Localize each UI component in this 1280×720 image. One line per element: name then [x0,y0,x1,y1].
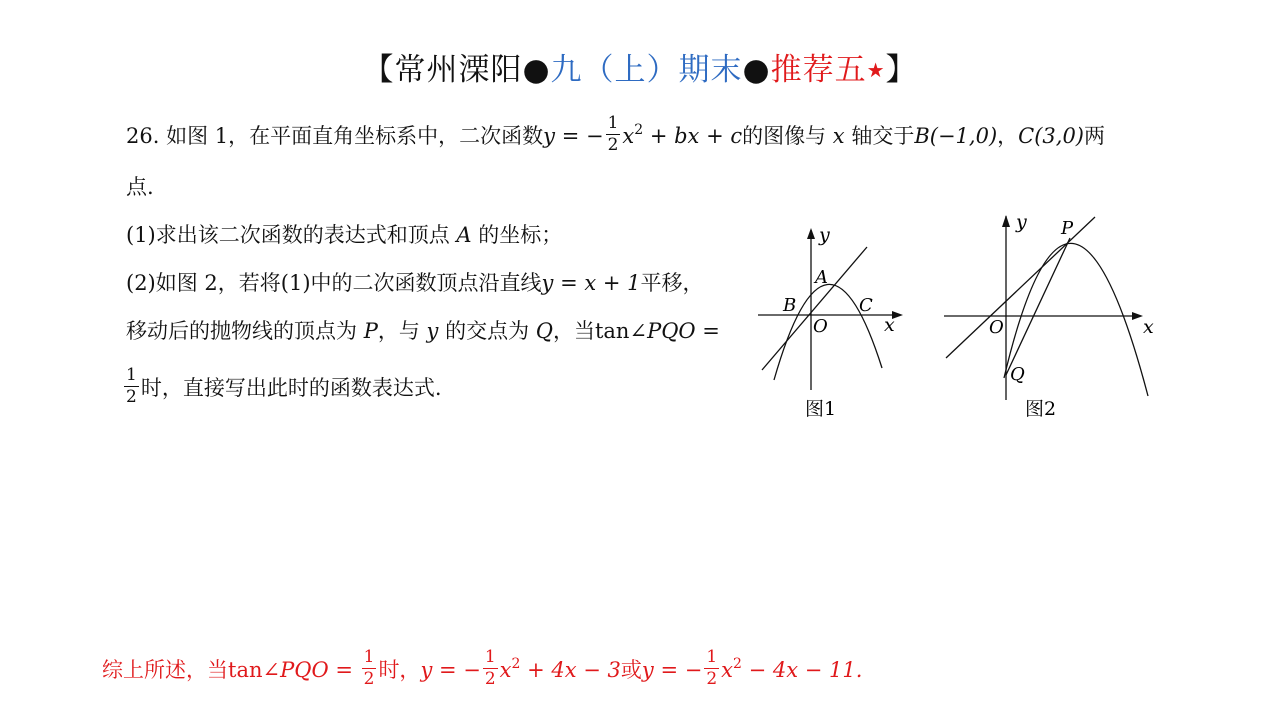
x-axis-arrow [1132,312,1143,320]
math-var: x [721,658,733,682]
y-axis-arrow [1002,215,1010,227]
answer-text: 或 [620,658,642,682]
math-var: y [543,124,556,148]
bracket-close: 】 [885,52,918,88]
math-var: x [622,124,635,148]
exponent: 2 [732,656,742,672]
point-c: C(3,0) [1018,124,1084,148]
problem-text: (2)如图 2，若将(1)中的二次函数顶点沿直线 [126,271,542,295]
numerator: 1 [706,647,718,667]
label-x: x [884,314,895,336]
label-q: Q [1010,364,1025,385]
title-dot: ● [742,52,771,88]
math-expr: y = − [420,658,481,682]
label-y: y [1016,211,1027,233]
figure-caption: 图2 [1025,398,1057,420]
problem-text: 如图 1，在平面直角坐标系中，二次函数 [166,124,544,148]
math-var: P [363,319,378,343]
figure-caption: 图1 [805,398,837,420]
answer-text: 综上所述，当tan∠ [102,658,281,682]
title-term: 九（上）期末 [550,52,743,88]
math-op: = − [555,124,604,148]
label-b: B [783,295,797,316]
denominator: 2 [484,669,496,689]
label-c: C [859,295,873,316]
answer-line [102,647,863,691]
figure-2 [940,210,1165,425]
point-b: B(−1,0) [914,124,998,148]
fraction [704,649,719,688]
question-2 [126,273,704,294]
answer-text: 时， [378,658,421,682]
problem-text: 的交点为 [438,319,536,343]
numerator: 1 [363,647,375,667]
problem-text: 时，直接写出此时的函数表达式. [140,376,442,400]
math-var: x [499,658,512,682]
math-var: PQO [647,319,696,343]
denominator: 2 [607,135,619,155]
punct: ， [997,124,1019,148]
math-expr: + bx + c [643,124,743,148]
math-expr: y = x + 1 [541,271,641,295]
parabola [1004,243,1148,396]
math-var: x [832,124,845,148]
numerator: 1 [484,647,496,667]
page-title [0,44,1280,89]
question-2-end [122,365,442,409]
question-2-cont [126,321,720,342]
y-axis-arrow [807,228,815,239]
problem-line-2: 点. [126,175,154,199]
star-icon: ★ [866,58,886,82]
question-1 [126,225,562,246]
fraction [362,649,377,688]
title-region: 常州溧阳● [394,52,551,88]
exponent: 2 [634,122,644,138]
label-x: x [1143,316,1154,338]
label-p: P [1061,218,1074,239]
math-var: y [426,319,439,343]
fraction [124,367,139,406]
denominator: 2 [363,669,375,689]
exponent: 2 [511,656,521,672]
figure-1 [752,220,922,425]
math-expr: y = − [641,658,703,682]
numerator: 1 [126,365,137,385]
problem-line-1 [126,113,1105,157]
title-rank: 推荐五 [770,52,867,88]
problem-text: ，当tan∠ [552,319,648,343]
math-var: PQO [280,658,329,682]
fraction [606,115,621,154]
math-var: A [456,223,472,247]
label-y: y [819,224,830,246]
math-expr: − 4x − 11. [741,658,863,682]
math-op: = [695,319,720,343]
math-expr: + 4x − 3 [520,658,621,682]
denominator: 2 [126,387,137,407]
bracket-open: 【 [362,52,395,88]
numerator: 1 [607,113,619,133]
problem-number: 26. [126,124,160,148]
problem-text: 轴交于 [844,124,915,148]
label-o: O [813,316,828,337]
label-o: O [989,317,1004,338]
problem-text: 平移， [640,271,704,295]
denominator: 2 [706,669,718,689]
problem-text: ，与 [377,319,427,343]
problem-text: 的图像与 [742,124,833,148]
fraction [483,649,498,688]
problem-text: 移动后的抛物线的顶点为 [126,319,364,343]
problem-text: 的坐标； [471,223,563,247]
line-y-x-plus-1 [762,247,867,370]
math-var: Q [535,319,553,343]
segment-pq [1006,238,1070,375]
problem-text: 两 [1084,124,1105,148]
problem-text: (1)求出该二次函数的表达式和顶点 [126,223,457,247]
math-op: = [328,658,360,682]
label-a: A [815,267,828,288]
